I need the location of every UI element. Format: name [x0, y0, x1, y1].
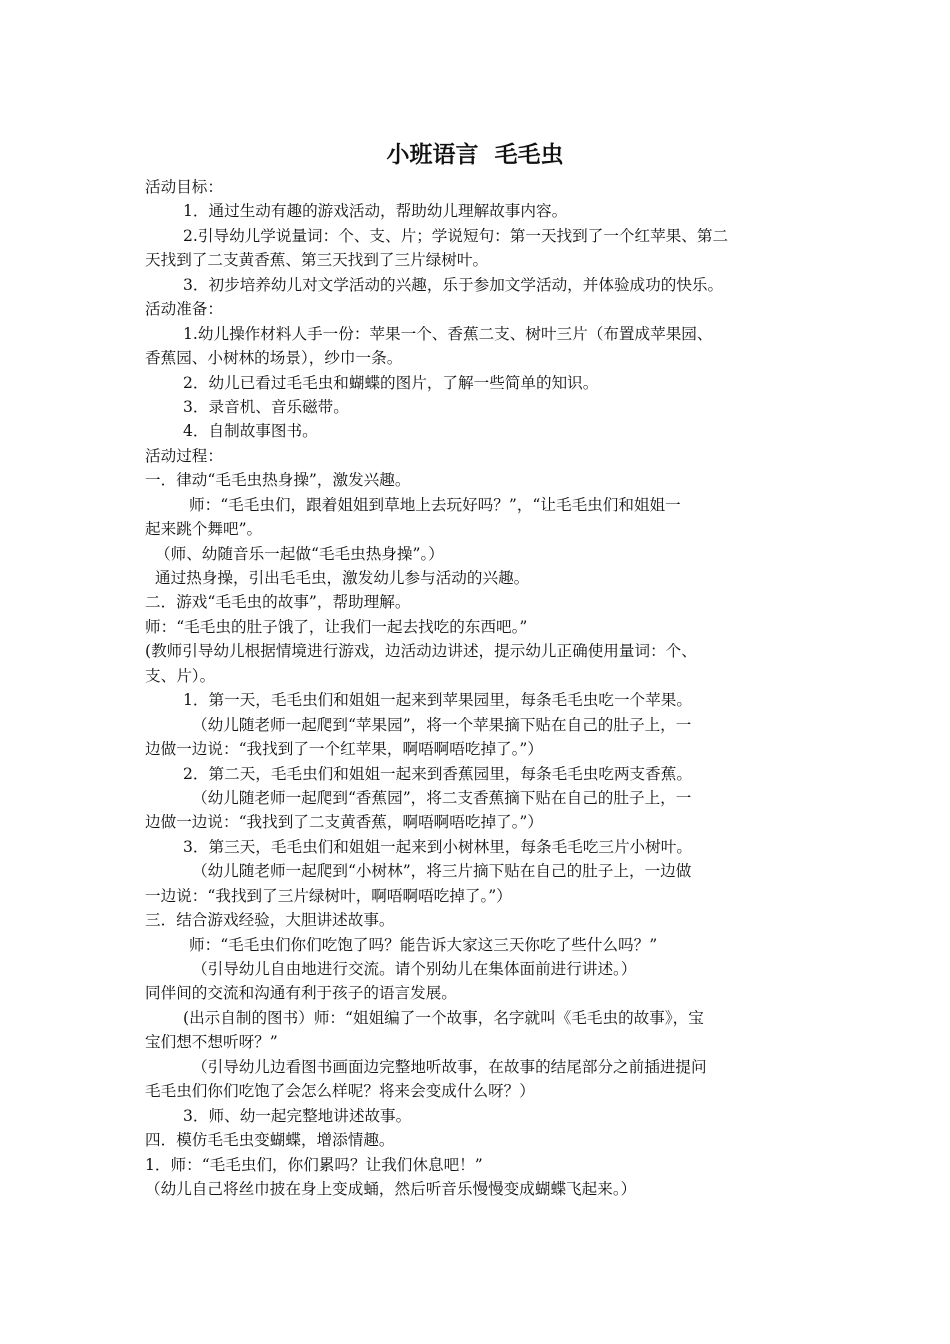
paragraph-line: 师：“毛毛虫们你们吃饱了吗？能告诉大家这三天你吃了些什么吗？” [189, 935, 658, 954]
section-heading: 活动过程： [145, 446, 223, 465]
document-title: 小班语言 毛毛虫 [386, 142, 564, 168]
paragraph-line: 3．师、幼一起完整地讲述故事。 [183, 1106, 412, 1125]
paragraph-line: 毛毛虫们你们吃饱了会怎么样呢？将来会变成什么呀？） [145, 1082, 535, 1101]
paragraph-line: 1．通过生动有趣的游戏活动，帮助幼儿理解故事内容。 [183, 202, 568, 221]
section-heading: 活动准备： [145, 300, 223, 319]
paragraph-line: （引导幼儿自由地进行交流。请个别幼儿在集体面前进行讲述。） [192, 960, 637, 978]
document-body [145, 175, 825, 1201]
paragraph-line: 起来跳个舞吧”。 [145, 520, 263, 539]
paragraph-line: 宝们想不想听呀？” [145, 1033, 278, 1052]
step-heading: 四．模仿毛毛虫变蝴蝶，增添情趣。 [145, 1131, 395, 1150]
paragraph-line: 一边说：“我找到了三片绿树叶，啊唔啊唔吃掉了。”） [145, 886, 512, 905]
step-heading: 一．律动“毛毛虫热身操”，激发兴趣。 [145, 471, 411, 490]
paragraph-line: 同伴间的交流和沟通有利于孩子的语言发展。 [145, 984, 457, 1003]
paragraph-line: 2．幼儿已看过毛毛虫和蝴蝶的图片，了解一些简单的知识。 [183, 373, 599, 392]
step-heading: 二．游戏“毛毛虫的故事”，帮助理解。 [145, 593, 411, 612]
paragraph-line: 边做一边说：“我找到了二支黄香蕉，啊唔啊唔吃掉了。”） [145, 813, 543, 832]
paragraph-line: 师：“毛毛虫的肚子饿了，让我们一起去找吃的东西吧。” [145, 617, 528, 636]
step-heading: 三．结合游戏经验，大胆讲述故事。 [145, 911, 395, 930]
paragraph-line: (出示自制的图书）师：“姐姐编了一个故事，名字就叫《毛毛虫的故事》，宝 [183, 1008, 704, 1027]
paragraph-line: 边做一边说：“我找到了一个红苹果，啊唔啊唔吃掉了。”） [145, 740, 543, 759]
section-heading: 活动目标： [145, 178, 223, 196]
paragraph-line: 天找到了二支黄香蕉、第三天找到了三片绿树叶。 [145, 251, 489, 270]
paragraph-line: 支、片）。 [145, 666, 216, 685]
paragraph-line: 2．第二天，毛毛虫们和姐姐一起来到香蕉园里，每条毛毛虫吃两支香蕉。 [183, 764, 692, 783]
paragraph-line: （幼儿随老师一起爬到“苹果园”，将一个苹果摘下贴在自己的肚子上，一 [192, 715, 692, 734]
paragraph-line: （幼儿随老师一起爬到“小树林”，将三片摘下贴在自己的肚子上，一边做 [192, 862, 692, 881]
paragraph-line: 香蕉园、小树林的场景），纱巾一条。 [145, 349, 403, 368]
paragraph-line: （师、幼随音乐一起做“毛毛虫热身操”。） [155, 544, 444, 563]
paragraph-line: (教师引导幼儿根据情境进行游戏，边活动边讲述，提示幼儿正确使用量词：个、 [145, 642, 697, 661]
paragraph-line: 2.引导幼儿学说量词：个、支、片；学说短句：第一天找到了一个红苹果、第二 [183, 226, 729, 245]
paragraph-line: 3．初步培养幼儿对文学活动的兴趣，乐于参加文学活动，并体验成功的快乐。 [183, 275, 724, 294]
paragraph-line: 3．录音机、音乐磁带。 [183, 397, 349, 416]
paragraph-line: （幼儿随老师一起爬到“香蕉园”，将二支香蕉摘下贴在自己的肚子上，一 [192, 788, 692, 807]
paragraph-line: 3．第三天，毛毛虫们和姐姐一起来到小树林里，每条毛毛吃三片小树叶。 [183, 837, 692, 856]
paragraph-line: 1．师：“毛毛虫们，你们累吗？让我们休息吧！” [145, 1155, 483, 1174]
paragraph-line: 通过热身操，引出毛毛虫，激发幼儿参与活动的兴趣。 [155, 569, 530, 587]
paragraph-line: 1．第一天，毛毛虫们和姐姐一起来到苹果园里，每条毛毛虫吃一个苹果。 [183, 691, 692, 710]
paragraph-line: （引导幼儿边看图书画面边完整地听故事，在故事的结尾部分之前插进提问 [192, 1057, 707, 1076]
paragraph-line: 4．自制故事图书。 [183, 422, 318, 441]
paragraph-line: 1.幼儿操作材料人手一份：苹果一个、香蕉二支、树叶三片（布置成苹果园、 [183, 324, 713, 343]
paragraph-line: （幼儿自己将丝巾披在身上变成蛹，然后听音乐慢慢变成蝴蝶飞起来。） [145, 1179, 637, 1198]
paragraph-line: 师：“毛毛虫们，跟着姐姐到草地上去玩好吗？”，“让毛毛虫们和姐姐一 [189, 495, 681, 514]
